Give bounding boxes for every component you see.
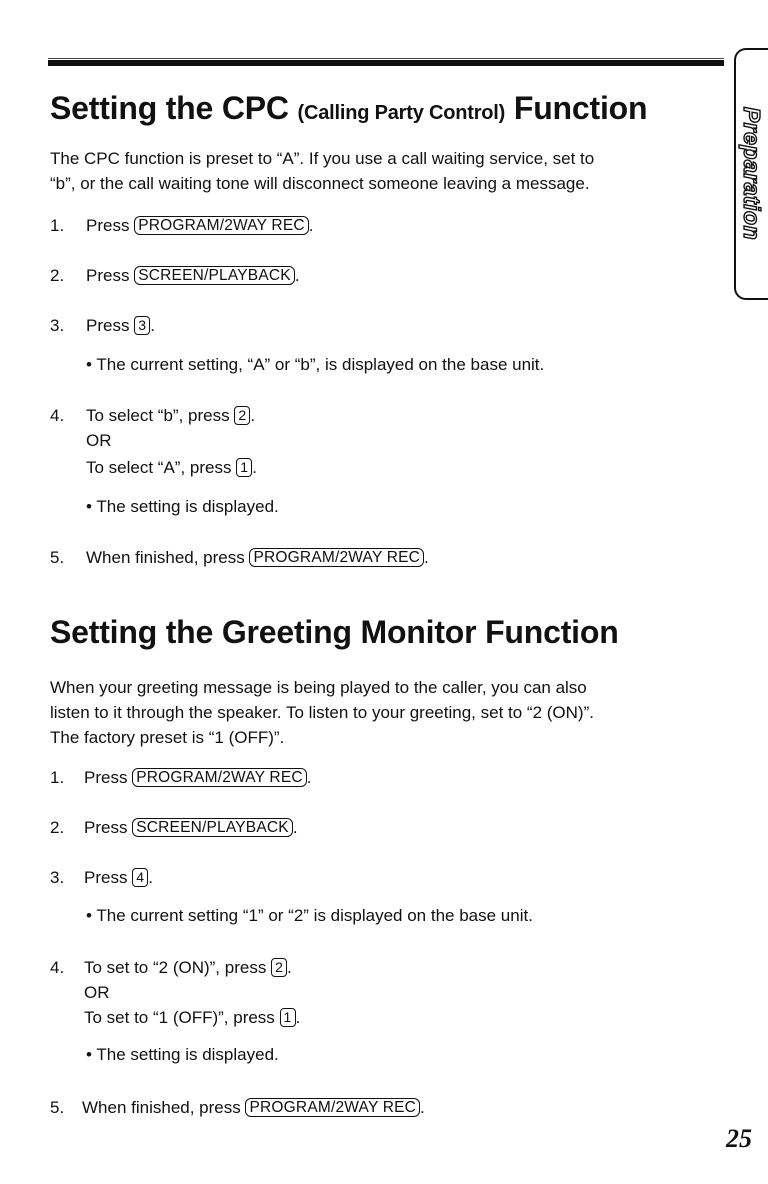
s1-step3-text: Press — [86, 316, 130, 335]
s1-step1-number: 1. — [50, 216, 65, 235]
s2-step3-text: Press — [84, 868, 128, 887]
s1-step4: To select “b”, press 2 . — [86, 406, 256, 425]
section1-title — [50, 90, 647, 127]
program-2way-rec-key: PROGRAM/2WAY REC — [132, 768, 307, 787]
s1-step5-number: 5. — [50, 548, 65, 567]
key-4: 4 — [132, 868, 148, 887]
s2-step4-number: 4. — [50, 958, 65, 977]
s2-step2-text: Press — [84, 818, 128, 837]
s2-step3-number: 3. — [50, 868, 65, 887]
s1-step2-number: 2. — [50, 266, 65, 285]
screen-playback-key: SCREEN/PLAYBACK — [134, 266, 295, 285]
s1-step3-note: • The current setting, “A” or “b”, is displayed on the base unit. — [86, 355, 545, 374]
section1-title-end: Function — [513, 90, 648, 126]
page-number: 25 — [726, 1124, 752, 1153]
s1-step1: Press PROGRAM/2WAY REC . — [86, 216, 314, 235]
s1-step1-text: Press — [86, 216, 130, 235]
s2-step5-text: When finished, press — [82, 1098, 241, 1117]
s1-step5-text: When finished, press — [86, 548, 245, 567]
s2-step1-text: Press — [84, 768, 128, 787]
section1-intro-line2: “b”, or the call waiting tone will disconnect someone leaving a message. — [50, 174, 590, 193]
s2-step4-note: • The setting is displayed. — [86, 1045, 279, 1064]
key-1: 1 — [280, 1008, 296, 1027]
s1-step4-note: • The setting is displayed. — [86, 497, 279, 516]
program-2way-rec-key: PROGRAM/2WAY REC — [134, 216, 309, 235]
s1-step3-number: 3. — [50, 316, 65, 335]
section2-intro-line2: listen to it through the speaker. To listen to your greeting, set to “2 (ON)”. — [50, 703, 594, 722]
section1-title-main: Setting the CPC — [50, 90, 289, 126]
s2-step5-number: 5. — [50, 1098, 65, 1117]
program-2way-rec-key: PROGRAM/2WAY REC — [245, 1098, 420, 1117]
s1-step5: When finished, press PROGRAM/2WAY REC . — [86, 548, 429, 567]
s1-step3: Press 3 . — [86, 316, 155, 335]
header-rule-thin — [48, 58, 724, 59]
s1-step2-text: Press — [86, 266, 130, 285]
s2-step3: Press 4 . — [84, 868, 153, 887]
s2-step4-alt: To set to “1 (OFF)”, press 1 . — [84, 1008, 301, 1027]
s2-step4: To set to “2 (ON)”, press 2 . — [84, 958, 292, 977]
program-2way-rec-key: PROGRAM/2WAY REC — [249, 548, 424, 567]
s2-step4-alt-text: To set to “1 (OFF)”, press — [84, 1008, 275, 1027]
s2-step4-or: OR — [84, 983, 110, 1002]
s2-step4-text: To set to “2 (ON)”, press — [84, 958, 267, 977]
s1-step4-number: 4. — [50, 406, 65, 425]
screen-playback-key: SCREEN/PLAYBACK — [132, 818, 293, 837]
section1-intro-line1: The CPC function is preset to “A”. If you use a call waiting service, set to — [50, 149, 595, 168]
s2-step1-number: 1. — [50, 768, 65, 787]
section2-title: Setting the Greeting Monitor Function — [50, 614, 619, 650]
section-tab-label — [740, 58, 764, 288]
s1-step2: Press SCREEN/PLAYBACK . — [86, 266, 300, 285]
section1-title-sub: (Calling Party Control) — [297, 102, 506, 124]
s2-step5: When finished, press PROGRAM/2WAY REC . — [82, 1098, 425, 1117]
s1-step4-or: OR — [86, 431, 112, 450]
s2-step3-note: • The current setting “1” or “2” is displayed on the base unit. — [86, 906, 533, 925]
s1-step4-alt-text: To select “A”, press — [86, 458, 232, 477]
s2-step1: Press PROGRAM/2WAY REC . — [84, 768, 312, 787]
s2-step2: Press SCREEN/PLAYBACK . — [84, 818, 298, 837]
key-1: 1 — [236, 458, 252, 477]
s1-step4-text: To select “b”, press — [86, 406, 230, 425]
section2-intro-line1: When your greeting message is being played to the caller, you can also — [50, 678, 587, 697]
key-2: 2 — [234, 406, 250, 425]
header-rule — [48, 60, 724, 66]
section2-intro-line3: The factory preset is “1 (OFF)”. — [50, 728, 285, 747]
section-tab-text: Preparation — [739, 106, 766, 240]
s1-step4-alt: To select “A”, press 1 . — [86, 458, 257, 477]
key-3: 3 — [134, 316, 150, 335]
key-2: 2 — [271, 958, 287, 977]
s2-step2-number: 2. — [50, 818, 65, 837]
